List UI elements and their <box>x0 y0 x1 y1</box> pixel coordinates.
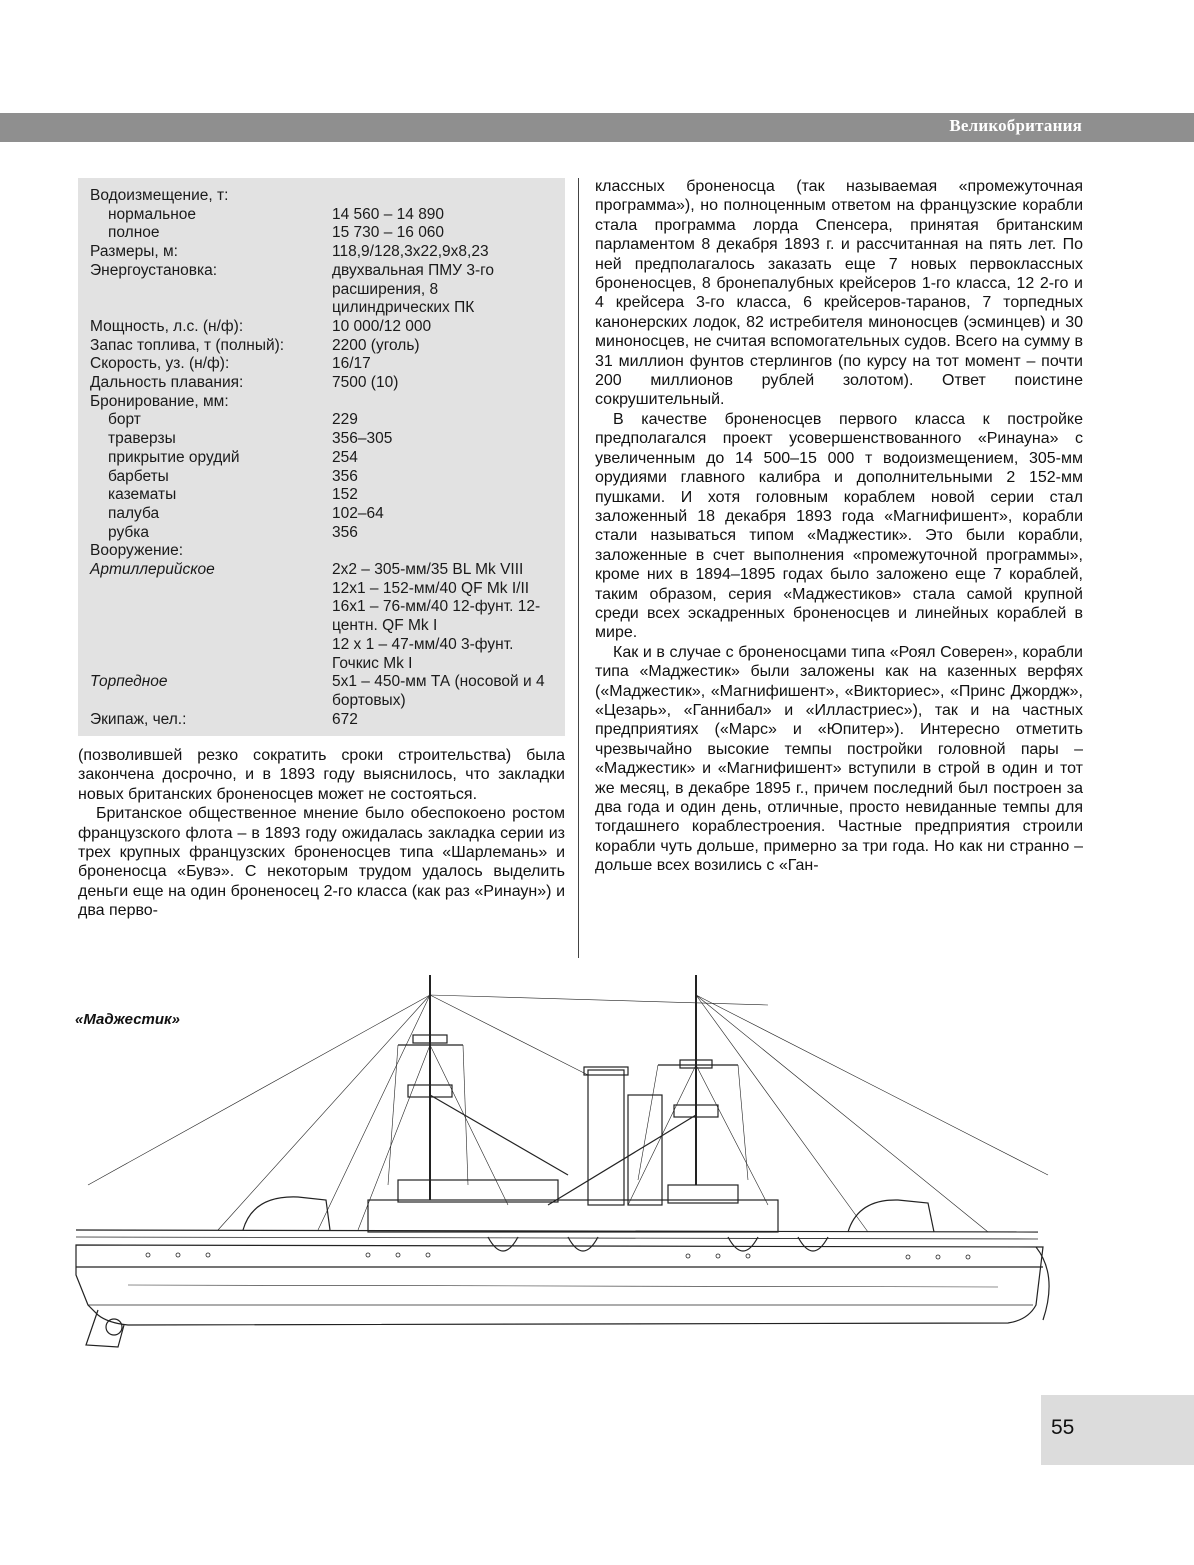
spec-value: 12 х 1 – 47-мм/40 3-фунт. <box>332 635 514 653</box>
spec-value: 10 000/12 000 <box>332 317 432 335</box>
spec-row <box>90 430 560 449</box>
paragraph: классных броненосца (так называемая «промежуточная программа»), но полноценным ответом на французские корабли стала программа лорда Спенсера, принятая британским парламентом 8 декабря 1893 г. и рассчитанная на пять лет. По ней предполагалось заказать еще 7 новых первоклассных броненосцев, 8 бронепалубных крейсеров 1-го класса, 12 2-го и 4 крейсера 3-го класса, 6 крейсеров-таранов, 7 торпедных канонерских лодок, 82 истребителя миноносцев (эсминцев) и 30 миноносцев, не считая вспомогательных судов. Всего на сумму в 31 миллион фунтов стерлингов (по курсу на тот момент – почти 200 миллионов рублей золотом). Ответ поистине сокрушительный. <box>595 178 1083 409</box>
spec-row <box>90 318 560 337</box>
spec-value: 15 730 – 16 060 <box>332 224 445 242</box>
spec-row <box>90 337 560 356</box>
spec-row <box>90 711 560 730</box>
spec-row <box>90 374 560 393</box>
spec-value: 102–64 <box>332 504 384 522</box>
spec-label: Энергоустановка: <box>90 261 218 279</box>
spec-label: Водоизмещение, т: <box>90 187 229 204</box>
spec-label: рубка <box>108 523 149 541</box>
spec-label: барбеты <box>108 467 169 485</box>
column-divider <box>578 178 579 958</box>
spec-label <box>90 580 332 599</box>
spec-value: 254 <box>332 448 358 466</box>
spec-row <box>90 486 560 505</box>
spec-value <box>332 542 560 561</box>
spec-value: цилиндрических ПК <box>332 299 475 317</box>
spec-label: нормальное <box>108 205 196 223</box>
spec-row <box>90 692 560 711</box>
spec-label: Мощность, л.с. (н/ф): <box>90 317 244 335</box>
spec-value: расширения, 8 <box>332 280 439 298</box>
section-header-band <box>0 113 1194 142</box>
spec-row <box>90 580 560 599</box>
spec-value: 672 <box>332 710 358 728</box>
spec-row <box>90 281 560 300</box>
spec-value: 229 <box>332 411 358 429</box>
spec-value: 356 <box>332 523 358 541</box>
spec-value: 2х2 – 305-мм/35 BL Mk VIII <box>332 561 524 579</box>
spec-value: 2200 (уголь) <box>332 336 420 354</box>
specifications-box <box>78 178 565 736</box>
spec-value: 356 <box>332 467 358 485</box>
spec-row <box>90 262 560 281</box>
spec-label <box>90 636 332 655</box>
spec-row <box>90 393 560 412</box>
spec-value: центн. QF Mk I <box>332 617 438 635</box>
spec-value: 12х1 – 152-мм/40 QF Mk I/II <box>332 579 530 597</box>
spec-value: 118,9/128,3х22,9х8,23 <box>332 243 489 261</box>
paragraph: (позволившей резко сократить сроки строительства) была закончена досрочно, и в 1893 году выяснилось, что закладки новых британских броненосцев может не состояться. <box>78 747 565 803</box>
paragraph: Британское общественное мнение было обеспокоено ростом французского флота – в 1893 году ожидалась закладка серии из трех крупных французских броненосцев типа «Шарлемань» и броненосца «Бувэ». С некоторым трудом удалось выделить деньги еще на один броненосец 2-го класса (как раз «Ринаун») и два перво- <box>78 805 565 920</box>
battleship-drawing <box>68 975 1058 1365</box>
spec-row <box>90 355 560 374</box>
spec-label: Торпедное <box>90 673 168 691</box>
spec-label: Размеры, м: <box>90 243 178 261</box>
spec-row <box>90 224 560 243</box>
right-column-text <box>595 177 1083 876</box>
specifications-table <box>90 187 560 729</box>
spec-value: 7500 (10) <box>332 374 399 392</box>
spec-row <box>90 598 560 617</box>
spec-label <box>90 692 332 711</box>
section-title: Великобритания <box>949 116 1082 135</box>
spec-label: полное <box>108 224 160 242</box>
spec-label: палуба <box>108 504 160 522</box>
spec-label: траверзы <box>108 430 176 448</box>
spec-row <box>90 206 560 225</box>
spec-label: Экипаж, чел.: <box>90 710 187 728</box>
spec-row <box>90 468 560 487</box>
spec-value: 356–305 <box>332 430 393 448</box>
spec-value: 16/17 <box>332 355 371 373</box>
left-column-text <box>78 746 565 921</box>
spec-row <box>90 561 560 580</box>
spec-row <box>90 187 560 206</box>
spec-value: бортовых) <box>332 691 406 709</box>
spec-row <box>90 673 560 692</box>
spec-row <box>90 542 560 561</box>
spec-row <box>90 636 560 655</box>
spec-row <box>90 449 560 468</box>
spec-label <box>90 299 332 318</box>
spec-row <box>90 524 560 543</box>
spec-row <box>90 299 560 318</box>
paragraph: В качестве броненосцев первого класса к постройке предполагался проект усовершенствованного «Ринауна» с увеличенным до 14 500–15 000 т водоизмещением, 305-мм орудиями главного калибра и дополнительными 2 152-мм пушками. И хотя головным кораблем новой серии стал заложенный 18 декабря 1893 года «Магнифишент», корабли стали называться типом «Маджестик». Это были корабли, заложенные в счет выполнения «промежуточной программы», кроме них в 1894–1895 годах было заложено еще 7 кораблей, таким образом, серия «Маджестиков» стала самой крупной среди всех эскадренных броненосцев и линейных кораблей в мире. <box>595 410 1083 642</box>
spec-label <box>90 655 332 674</box>
spec-label: Артиллерийское <box>90 561 215 579</box>
spec-label <box>90 598 332 617</box>
spec-label: казематы <box>108 486 177 504</box>
spec-label: Запас топлива, т (полный): <box>90 336 285 354</box>
spec-label: Бронирование, мм: <box>90 392 229 410</box>
spec-label: Скорость, уз. (н/ф): <box>90 355 230 373</box>
spec-row <box>90 411 560 430</box>
page-number-box <box>1041 1395 1194 1465</box>
figure-caption: «Маджестик» <box>75 1011 180 1028</box>
spec-label: борт <box>108 411 141 429</box>
spec-label: Вооружение: <box>90 542 184 560</box>
spec-label <box>90 281 332 300</box>
spec-label: Дальность плавания: <box>90 374 244 392</box>
spec-row <box>90 617 560 636</box>
spec-row <box>90 243 560 262</box>
spec-row <box>90 655 560 674</box>
spec-value: 16х1 – 76-мм/40 12-фунт. 12- <box>332 598 541 616</box>
paragraph: Как и в случае с броненосцами типа «Роял Соверен», корабли типа «Маджестик» были заложены как на казенных верфях («Маджестик», «Магнифишент», «Викториес», «Принс Джордж», «Цезарь», «Ганнибал» и «Илластриес»), так и на частных предприятиях («Марс» и «Юпитер»). Интересно отметить чрезвычайно высокие темпы постройки головной пары – «Маджестик» и «Магнифишент» вступили в строй в один и тот же месяц, в декабре 1895 г., причем последний был построен за два года и один день, отличные, просто невиданные темпы для тогдашнего кораблестроения. Частные предприятия строили корабли чуть дольше, примерно за три года. Но как ни странно – дольше всех возились с «Ган- <box>595 643 1083 875</box>
spec-value: Гочкис Mk I <box>332 654 413 672</box>
spec-value <box>332 187 560 206</box>
spec-value: двухвальная ПМУ 3-го <box>332 261 495 279</box>
spec-value: 14 560 – 14 890 <box>332 205 445 223</box>
page-number: 55 <box>1051 1416 1075 1439</box>
spec-value: 5х1 – 450-мм ТА (носовой и 4 <box>332 673 545 691</box>
spec-value: 152 <box>332 486 358 504</box>
spec-label <box>90 617 332 636</box>
spec-value <box>332 393 560 412</box>
spec-label: прикрытие орудий <box>108 448 240 466</box>
spec-row <box>90 505 560 524</box>
